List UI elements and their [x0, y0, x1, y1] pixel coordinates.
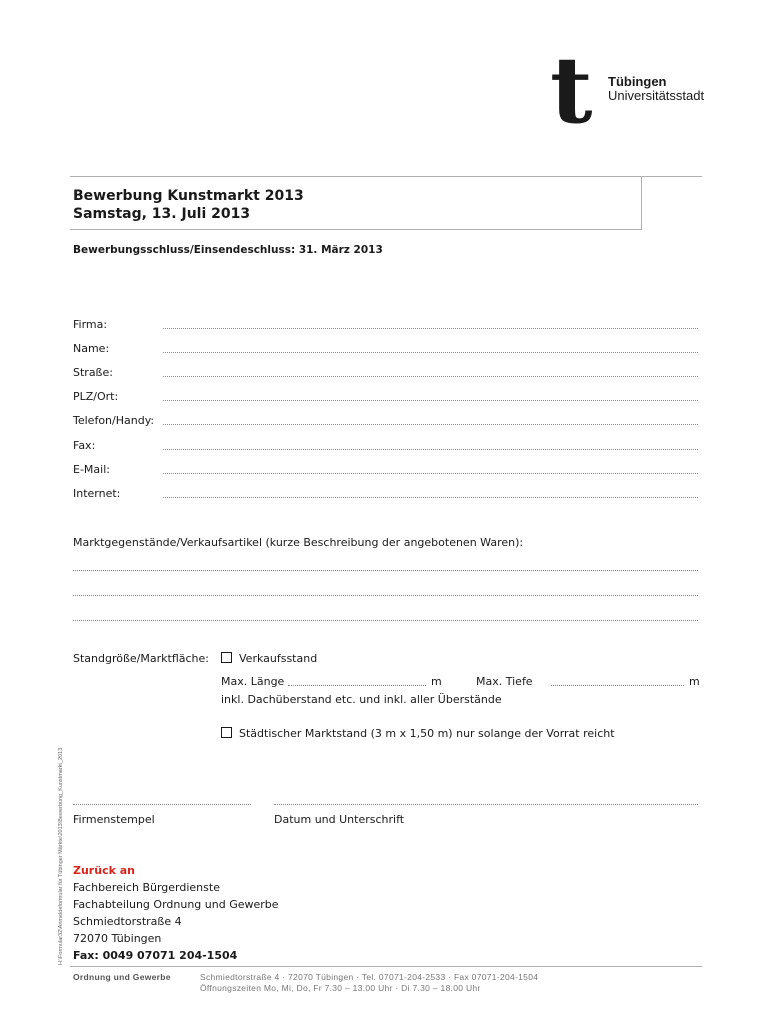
field-label-telefon: Telefon/Handy: — [73, 414, 155, 427]
max-length-input[interactable] — [288, 685, 426, 686]
field-label-strasse: Straße: — [73, 366, 113, 379]
signature-line[interactable] — [274, 804, 698, 805]
title-side-rule — [641, 176, 642, 230]
footer-rule — [70, 966, 702, 967]
signature-label: Datum und Unterschrift — [274, 813, 405, 826]
option-verkaufsstand: Verkaufsstand — [239, 652, 318, 665]
field-input-telefon[interactable] — [163, 424, 698, 425]
return-line-1: Fachbereich Bürgerdienste — [73, 881, 220, 894]
goods-input-line-2[interactable] — [73, 595, 698, 596]
checkbox-verkaufsstand[interactable] — [221, 652, 232, 663]
goods-input-line-3[interactable] — [73, 620, 698, 621]
field-input-fax[interactable] — [163, 449, 698, 450]
return-fax: Fax: 0049 07071 204-1504 — [73, 949, 238, 962]
field-input-firma[interactable] — [163, 328, 698, 329]
page-subtitle: Samstag, 13. Juli 2013 — [73, 206, 251, 222]
field-label-plz-ort: PLZ/Ort: — [73, 390, 119, 403]
max-length-label: Max. Länge — [221, 675, 285, 688]
return-line-4: 72070 Tübingen — [73, 932, 162, 945]
logo-letter: t — [550, 36, 593, 144]
title-top-rule — [70, 176, 702, 177]
option-staedtischer-marktstand: Städtischer Marktstand (3 m x 1,50 m) nur solange der Vorrat reicht — [239, 727, 615, 740]
return-heading: Zurück an — [73, 864, 135, 877]
max-depth-unit: m — [689, 675, 700, 688]
checkbox-staedtischer-marktstand[interactable] — [221, 727, 232, 738]
goods-label: Marktgegenstände/Verkaufsartikel (kurze Beschreibung der angebotenen Waren): — [73, 536, 524, 549]
return-line-3: Schmiedtorstraße 4 — [73, 915, 182, 928]
deadline-text: Bewerbungsschluss/Einsendeschluss: 31. März 2013 — [73, 244, 383, 256]
field-input-plz-ort[interactable] — [163, 400, 698, 401]
logo-subtitle: Universitätsstadt — [608, 88, 705, 103]
field-label-name: Name: — [73, 342, 110, 355]
field-input-email[interactable] — [163, 473, 698, 474]
footer-hours: Öffnungszeiten Mo, Mi, Do, Fr 7.30 – 13.00 Uhr · Di 7.30 – 18.00 Uhr — [200, 983, 481, 993]
file-path-note: H:\Formular32\Anmeldeformular für Tübinger Märkte\2013\Bewerbung_Kunstmarkt_2013 — [58, 747, 64, 965]
field-input-internet[interactable] — [163, 497, 698, 498]
field-input-name[interactable] — [163, 352, 698, 353]
stand-note: inkl. Dachüberstand etc. und inkl. aller Überstände — [221, 693, 502, 706]
logo-city: Tübingen — [608, 74, 667, 89]
field-label-email: E-Mail: — [73, 463, 110, 476]
max-depth-input[interactable] — [551, 685, 684, 686]
page-title: Bewerbung Kunstmarkt 2013 — [73, 188, 304, 204]
footer-address: Schmiedtorstraße 4 · 72070 Tübingen · Tel. 07071-204-2533 · Fax 07071-204-1504 — [200, 972, 539, 982]
stamp-label: Firmenstempel — [73, 813, 155, 826]
field-label-internet: Internet: — [73, 487, 121, 500]
stamp-line[interactable] — [73, 804, 251, 805]
field-input-strasse[interactable] — [163, 376, 698, 377]
goods-input-line-1[interactable] — [73, 570, 698, 571]
max-depth-label: Max. Tiefe — [476, 675, 533, 688]
logo — [550, 36, 710, 148]
return-line-2: Fachabteilung Ordnung und Gewerbe — [73, 898, 279, 911]
field-label-fax: Fax: — [73, 439, 96, 452]
stand-label: Standgröße/Marktfläche: — [73, 652, 209, 665]
max-length-unit: m — [431, 675, 442, 688]
field-label-firma: Firma: — [73, 318, 108, 331]
title-bottom-rule — [70, 229, 642, 230]
footer-department: Ordnung und Gewerbe — [73, 972, 171, 982]
